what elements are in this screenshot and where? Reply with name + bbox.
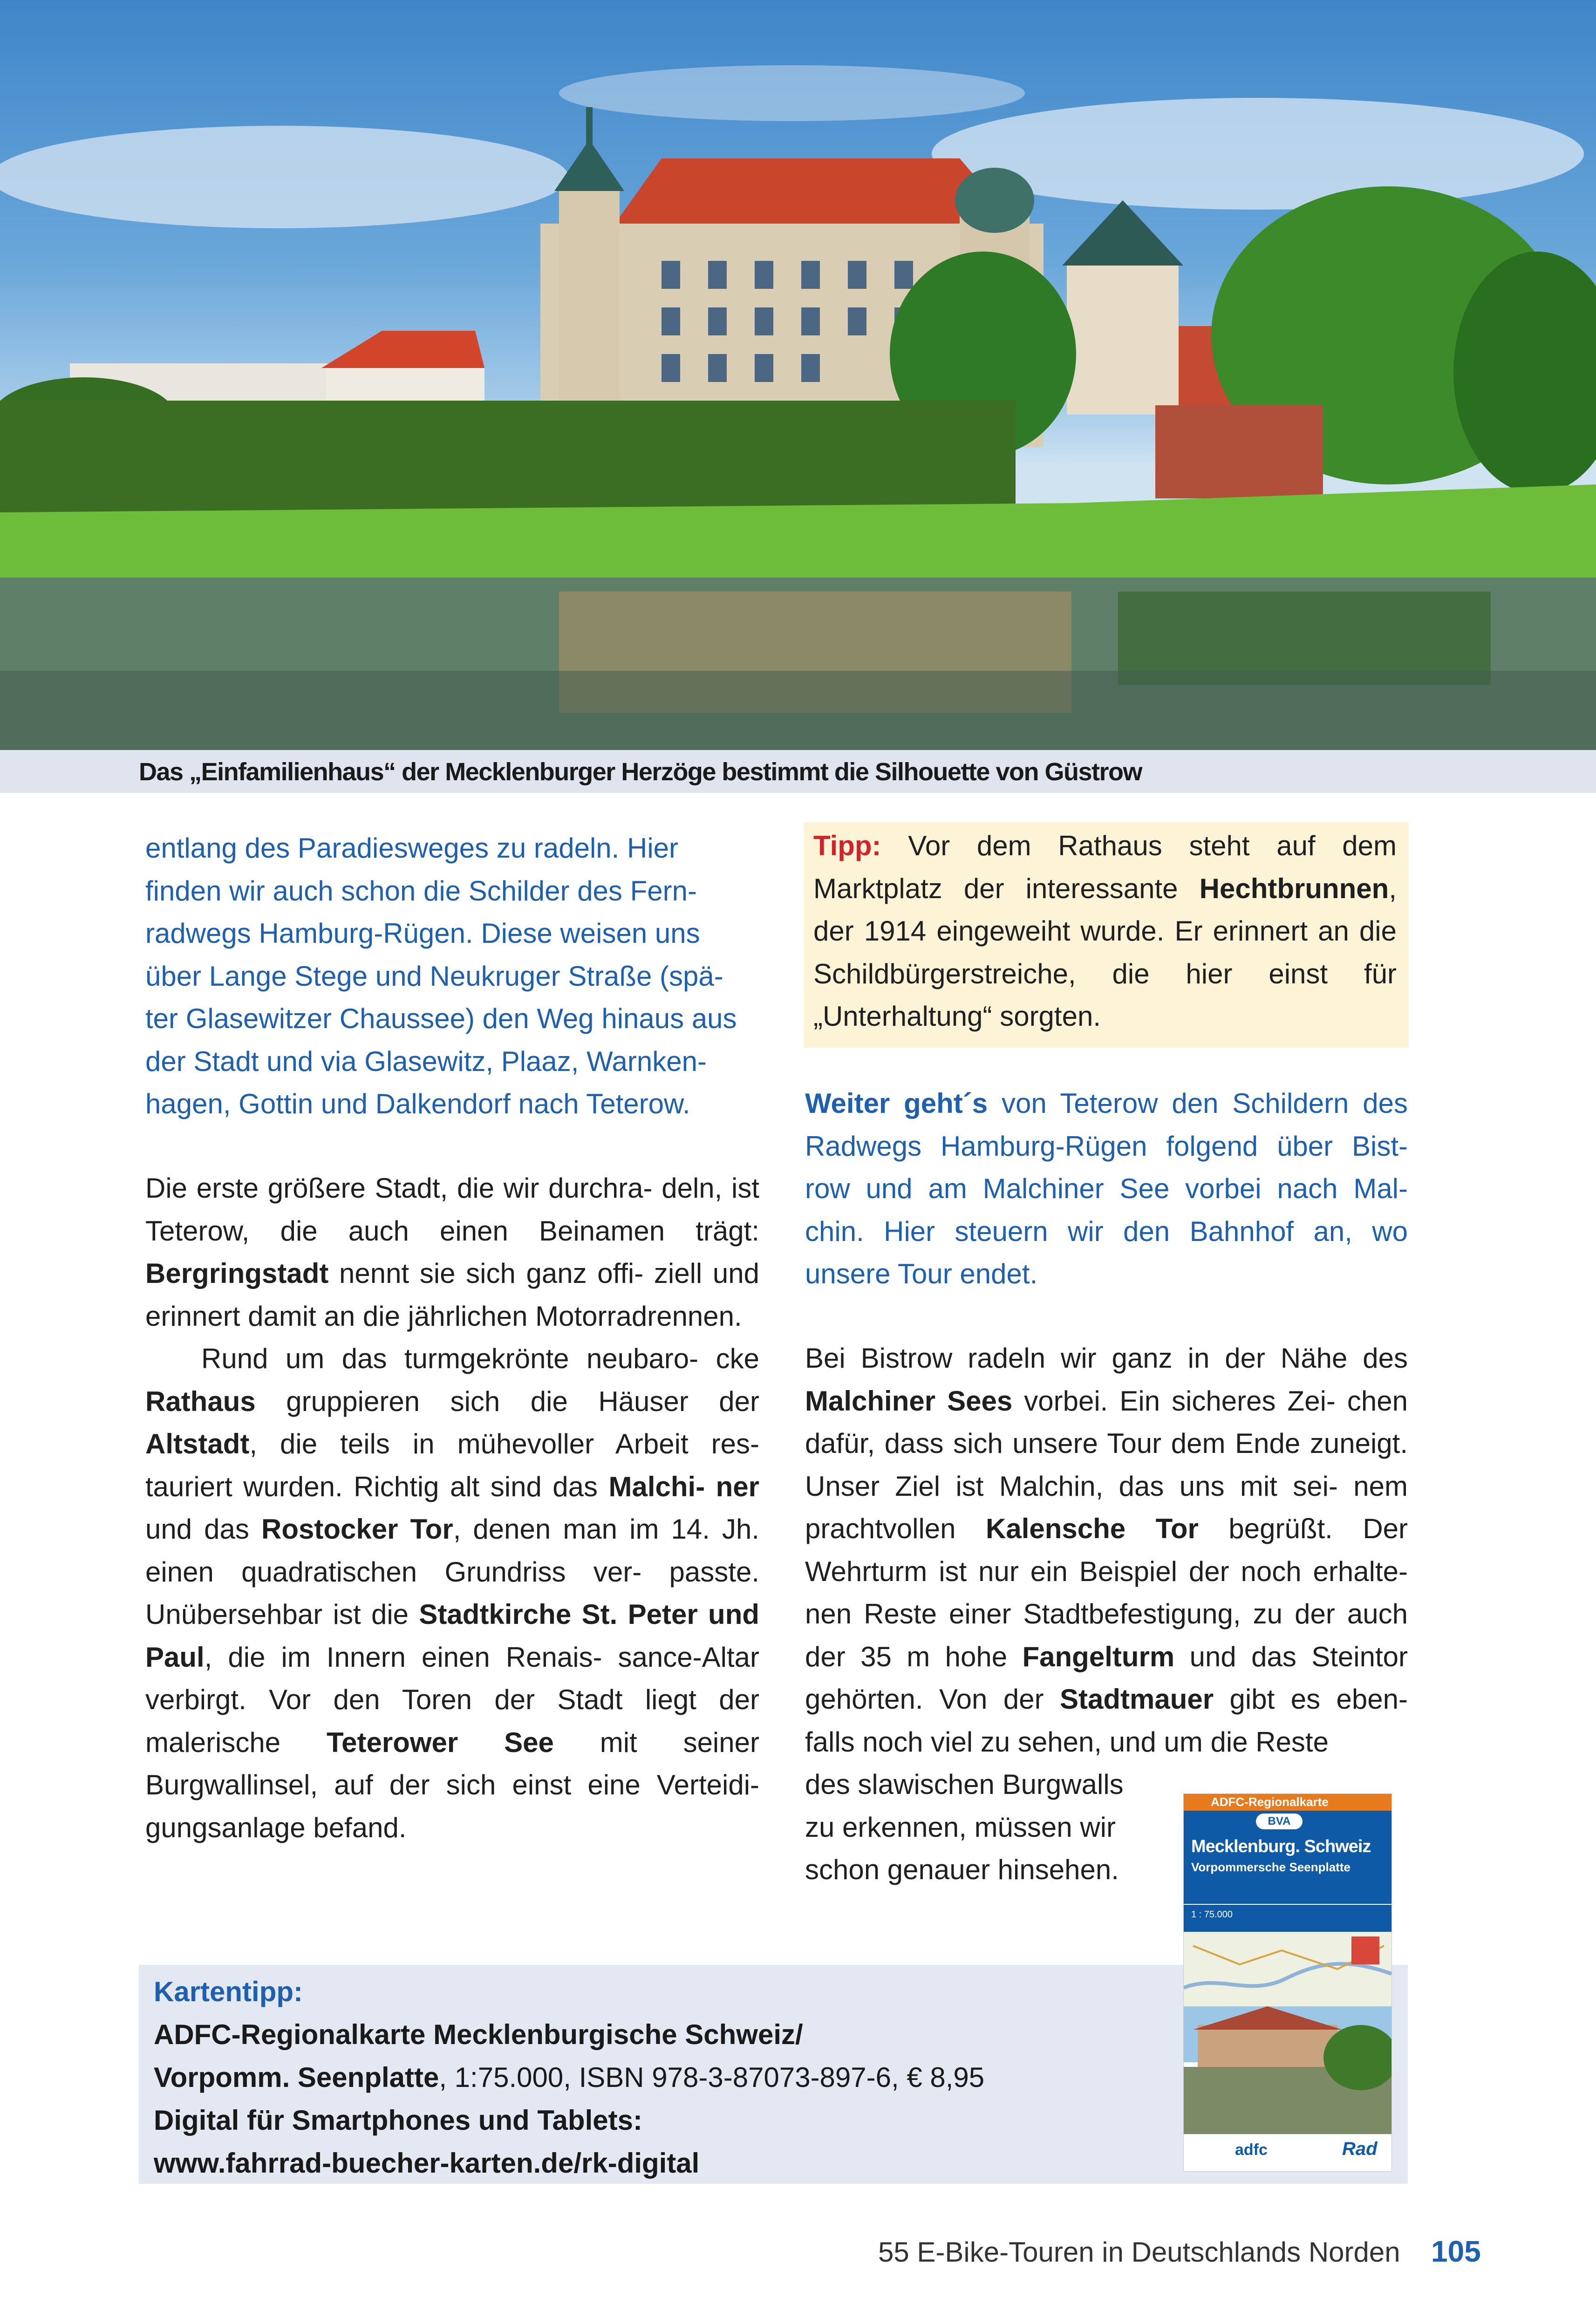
keyword-malchiner-sees: Malchiner Sees	[805, 1385, 1013, 1417]
rad-logo: Rad	[1342, 2139, 1378, 2159]
page-number: 105	[1431, 2235, 1481, 2268]
digital-heading: Digital für Smartphones und Tablets:	[154, 2105, 642, 2136]
map-cover-photo	[1184, 2006, 1391, 2134]
text-run: Vor dem Rathaus steht auf dem Marktplatz der interessante	[813, 830, 1397, 904]
text-line: schon genauer hinsehen.	[805, 1854, 1119, 1885]
keyword-stadtkirche: Stadtkirche St. Peter und Paul	[145, 1599, 760, 1673]
left-paragraph-2	[145, 1167, 759, 1849]
map-cover-image	[1183, 1793, 1392, 2172]
text-run: Bei Bistrow radeln wir ganz in der Nähe des	[805, 1343, 1408, 1374]
text-run: und das	[145, 1513, 261, 1545]
text-run: , denen man im 14. Jh. einen quadratischen Grundriss ver- passte. Unübersehbar ist die	[145, 1513, 760, 1630]
text-line: des slawischen Burgwalls	[805, 1769, 1124, 1800]
keyword-altstadt: Altstadt	[145, 1428, 250, 1459]
keyword-rostocker-tor: Rostocker Tor	[261, 1513, 453, 1545]
photo-caption-bar	[0, 750, 1596, 793]
text-run: vorbei. Ein sicheres Zei- chen dafür, dass sich unsere Tour dem Ende zuneigt. Unser Ziel ist Malchin, das uns mit sei- nem prachtvollen	[805, 1385, 1408, 1544]
text-run: gibt es eben- falls noch viel zu sehen, und um die Reste	[805, 1684, 1408, 1758]
kartentipp-heading: Kartentipp:	[154, 1976, 303, 2007]
adfc-logo: adfc	[1235, 2141, 1268, 2159]
right-paragraph-2	[805, 1337, 1408, 1763]
publisher-logo: BVA	[1256, 1813, 1303, 1829]
castle-illustration	[0, 0, 1596, 750]
keyword-stadtmauer: Stadtmauer	[1060, 1684, 1214, 1715]
text-line: finden wir auch schon die Schilder des Fern-	[145, 875, 697, 907]
keyword-teterower-see: Teterower See	[326, 1726, 554, 1758]
keyword-rathaus: Rathaus	[145, 1385, 256, 1417]
text-run: und das Steintor gehörten. Von der	[805, 1641, 1408, 1715]
map-cover-series: ADFC-Regionalkarte	[1211, 1795, 1329, 1809]
photo-caption: Das „Einfamilienhaus“ der Mecklenburger Herzöge bestimmt die Silhouette von Güstrow	[139, 758, 1142, 786]
map-cover-map-art	[1184, 1932, 1391, 2006]
text-run: begrüßt. Der Wehrturm ist nur ein Beispiel der noch erhalte- nen Reste einer Stadtbefestigung, zu der auch der 35 m hohe	[805, 1513, 1408, 1672]
text-line: ter Glasewitzer Chaussee) den Weg hinaus aus	[145, 1003, 737, 1034]
map-cover-scale: 1 : 75.000	[1191, 1909, 1233, 1920]
digital-url: www.fahrrad-buecher-karten.de/rk-digital	[154, 2147, 700, 2179]
text-run: von Teterow den Schildern des Radwegs Hamburg-Rügen folgend über Bist- row und am Malchiner See vorbei nach Mal- chin. Hier steuern wir den Bahnhof an, wo unsere Tour endet.	[805, 1088, 1408, 1289]
tip-text	[813, 825, 1397, 1038]
text-line: zu erkennen, müssen wir	[805, 1811, 1116, 1843]
keyword-weiter-gehts: Weiter geht´s	[805, 1088, 988, 1119]
text-line: radwegs Hamburg-Rügen. Diese weisen uns	[145, 918, 700, 949]
text-run: , der 1914 eingeweiht wurde. Er erinnert an die Schildbürgerstreiche, die hier einst für „Unterhaltung“ sorgten.	[813, 873, 1397, 1032]
map-title-line: ADFC-Regionalkarte Mecklenburgische Schweiz/	[154, 2019, 803, 2050]
text-line: hagen, Gottin und Dalkendorf nach Teterow.	[145, 1088, 690, 1119]
map-cover-subtitle: Vorpommersche Seenplatte	[1191, 1860, 1350, 1874]
map-details: , 1:75.000, ISBN 978-3-87073-897-6, € 8,95	[439, 2062, 985, 2093]
text-line: der Stadt und via Glasewitz, Plaaz, Warnken-	[145, 1045, 707, 1077]
text-run: mit seiner Burgwallinsel, auf der sich einst eine Verteidi- gungsanlage befand.	[145, 1726, 759, 1843]
text-run: , die teils in mühevoller Arbeit res- tauriert wurden. Richtig alt sind das	[145, 1428, 759, 1502]
book-title-footer: 55 E-Bike-Touren in Deutschlands Norden	[878, 2236, 1400, 2268]
keyword-fangelturm: Fangelturm	[1022, 1641, 1175, 1672]
keyword-bergringstadt: Bergringstadt	[145, 1258, 329, 1289]
castle-photo	[0, 0, 1596, 750]
keyword-kalensche-tor: Kalensche Tor	[986, 1513, 1199, 1544]
text-run: nennt sie sich ganz offi- ziell und erinnert damit an die jährlichen Motorradrennen.	[145, 1258, 759, 1332]
text-line: entlang des Paradiesweges zu radeln. Hier	[145, 832, 679, 864]
tip-label: Tipp:	[813, 830, 881, 861]
kartentipp-text	[154, 1970, 984, 2185]
map-art-icon	[1184, 1932, 1391, 2006]
map-cover-photo-art	[1184, 2006, 1391, 2134]
map-cover-title: Mecklenburg. Schweiz	[1191, 1837, 1371, 1856]
right-paragraph-1	[805, 1082, 1408, 1295]
text-run: Rund um das turmgekrönte neubaro- cke	[201, 1343, 759, 1374]
keyword-hechtbrunnen: Hechtbrunnen	[1199, 873, 1389, 904]
text-line: über Lange Stege und Neukruger Straße (spä-	[145, 960, 723, 992]
text-run: Die erste größere Stadt, die wir durchra- deln, ist Teterow, die auch einen Beinamen trägt:	[145, 1173, 759, 1247]
keyword-malchiner: Malchi- ner	[608, 1471, 759, 1502]
text-run: , die im Innern einen Renais- sance-Altar verbirgt. Vor den Toren der Stadt liegt der malerische	[145, 1641, 759, 1758]
text-run: gruppieren sich die Häuser der	[255, 1385, 759, 1417]
right-paragraph-2-tail	[805, 1763, 1168, 1891]
map-title-line-2: Vorpomm. Seenplatte	[154, 2062, 439, 2093]
left-paragraph-1	[145, 827, 759, 1125]
